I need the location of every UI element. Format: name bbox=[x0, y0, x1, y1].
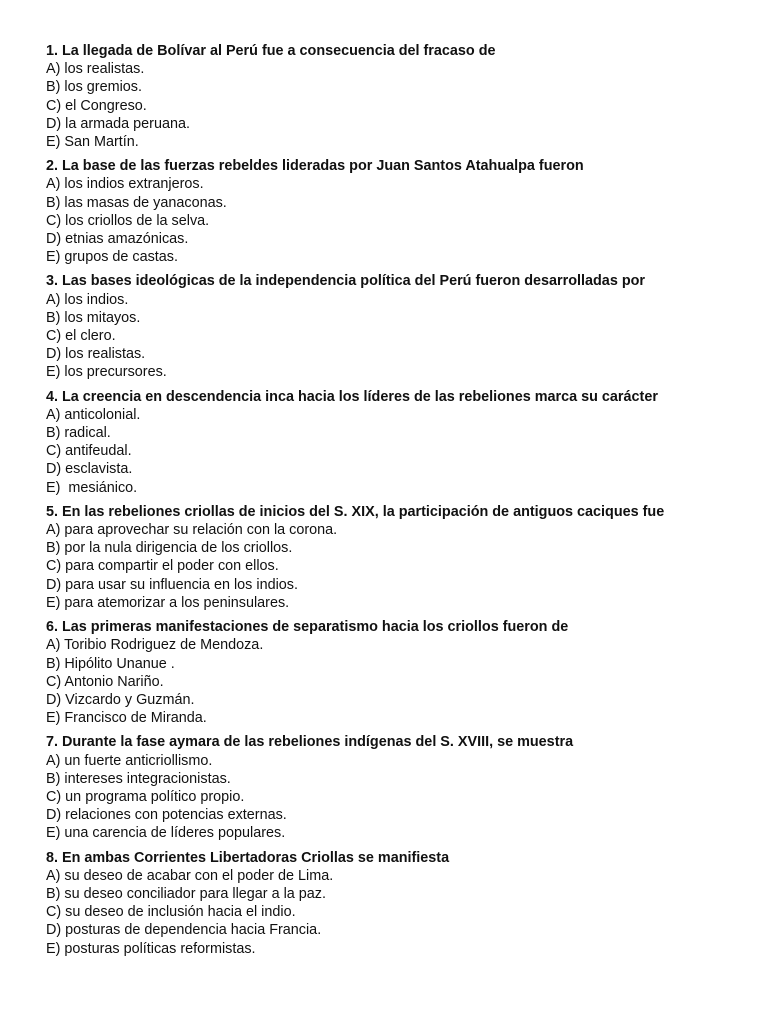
answer-option-a: A) los indios extranjeros. bbox=[46, 176, 204, 193]
answer-option-a: A) Toribio Rodriguez de Mendoza. bbox=[46, 637, 264, 654]
answer-option-c: C) un programa político propio. bbox=[46, 788, 245, 805]
question-4 bbox=[46, 388, 746, 497]
answer-option-d: D) los realistas. bbox=[46, 346, 146, 363]
answer-option-d: D) etnias amazónicas. bbox=[46, 231, 189, 248]
answer-option-d: D) relaciones con potencias externas. bbox=[46, 807, 287, 824]
answer-option-e: E) mesiánico. bbox=[46, 479, 138, 496]
answer-option-c: C) el Congreso. bbox=[46, 97, 147, 114]
question-3 bbox=[46, 272, 746, 381]
answer-option-d: D) esclavista. bbox=[46, 461, 133, 478]
question-title: 4. La creencia en descendencia inca hacia los líderes de las rebeliones marca su carácter bbox=[46, 388, 658, 405]
question-5 bbox=[46, 503, 746, 612]
answer-option-b: B) los mitayos. bbox=[46, 309, 141, 326]
question-6 bbox=[46, 618, 746, 727]
question-title: 7. Durante la fase aymara de las rebeliones indígenas del S. XVIII, se muestra bbox=[46, 734, 574, 751]
answer-option-e: E) grupos de castas. bbox=[46, 249, 178, 266]
answer-option-c: C) Antonio Nariño. bbox=[46, 673, 164, 690]
answer-option-e: E) Francisco de Miranda. bbox=[46, 710, 207, 727]
answer-option-e: E) una carencia de líderes populares. bbox=[46, 825, 286, 842]
answer-option-a: A) los realistas. bbox=[46, 61, 145, 78]
answer-option-c: C) los criollos de la selva. bbox=[46, 212, 210, 229]
answer-option-d: D) para usar su influencia en los indios. bbox=[46, 576, 298, 593]
answer-option-a: A) los indios. bbox=[46, 291, 129, 308]
answer-option-a: A) para aprovechar su relación con la corona. bbox=[46, 522, 338, 539]
answer-option-e: E) los precursores. bbox=[46, 364, 167, 381]
question-title: 2. La base de las fuerzas rebeldes lideradas por Juan Santos Atahualpa fueron bbox=[46, 158, 584, 175]
question-title: 1. La llegada de Bolívar al Perú fue a consecuencia del fracaso de bbox=[46, 43, 496, 59]
question-title: 6. Las primeras manifestaciones de separatismo hacia los criollos fueron de bbox=[46, 619, 569, 636]
question-1 bbox=[46, 42, 746, 151]
answer-option-b: B) las masas de yanaconas. bbox=[46, 194, 227, 211]
answer-option-d: D) Vizcardo y Guzmán. bbox=[46, 691, 195, 708]
document-page bbox=[46, 42, 746, 964]
question-7 bbox=[46, 733, 746, 842]
answer-option-b: B) por la nula dirigencia de los criollos. bbox=[46, 540, 293, 557]
answer-option-c: C) antifeudal. bbox=[46, 443, 132, 460]
answer-option-b: B) intereses integracionistas. bbox=[46, 770, 231, 787]
question-title: 5. En las rebeliones criollas de inicios del S. XIX, la participación de antiguos caciques fue bbox=[46, 503, 665, 520]
answer-option-c: C) para compartir el poder con ellos. bbox=[46, 558, 279, 575]
answer-option-e: E) posturas políticas reformistas. bbox=[46, 940, 256, 957]
answer-option-c: C) el clero. bbox=[46, 328, 116, 345]
answer-option-a: A) un fuerte anticriollismo. bbox=[46, 752, 213, 769]
question-2 bbox=[46, 157, 746, 266]
answer-option-d: D) la armada peruana. bbox=[46, 115, 190, 132]
answer-option-a: A) su deseo de acabar con el poder de Lima. bbox=[46, 867, 334, 884]
answer-option-b: B) radical. bbox=[46, 425, 111, 442]
question-title: 3. Las bases ideológicas de la independencia política del Perú fueron desarrolladas por bbox=[46, 273, 645, 290]
answer-option-a: A) anticolonial. bbox=[46, 406, 141, 423]
answer-option-e: E) para atemorizar a los peninsulares. bbox=[46, 594, 290, 611]
answer-option-c: C) su deseo de inclusión hacia el indio. bbox=[46, 904, 296, 921]
answer-option-b: B) Hipólito Unanue . bbox=[46, 655, 175, 672]
answer-option-d: D) posturas de dependencia hacia Francia. bbox=[46, 922, 322, 939]
answer-option-b: B) los gremios. bbox=[46, 79, 142, 96]
question-title: 8. En ambas Corrientes Libertadoras Criollas se manifiesta bbox=[46, 849, 450, 866]
answer-option-e: E) San Martín. bbox=[46, 134, 139, 151]
question-8 bbox=[46, 849, 746, 958]
answer-option-b: B) su deseo conciliador para llegar a la paz. bbox=[46, 885, 326, 902]
